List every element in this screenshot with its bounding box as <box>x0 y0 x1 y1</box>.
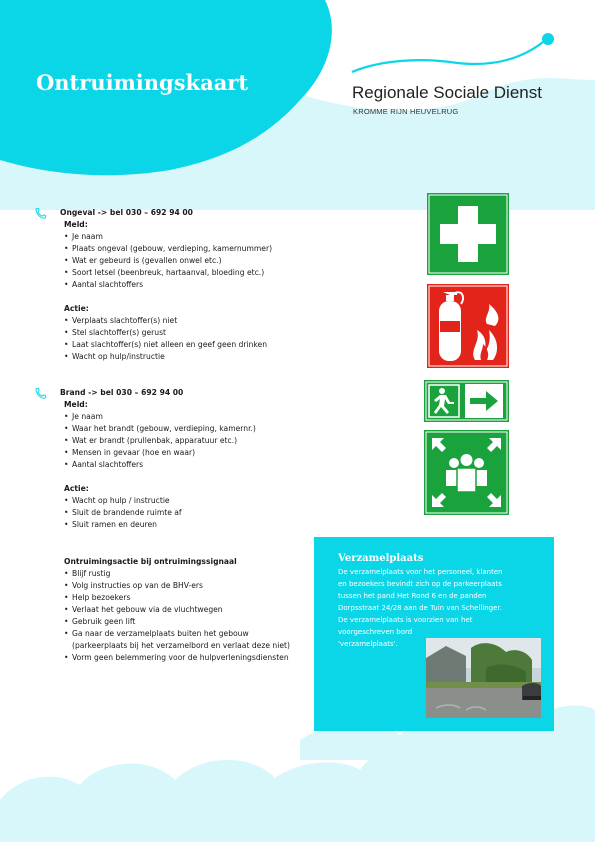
ongeval-meld-label: Meld: <box>64 220 88 229</box>
list-item: • Gebruik geen lift <box>64 616 354 628</box>
ongeval-heading: Ongeval -> bel 030 – 692 94 00 <box>60 208 193 217</box>
emergency-exit-sign-icon <box>424 380 509 422</box>
list-item: • Help bezoekers <box>64 592 354 604</box>
verzamelplaats-box <box>314 537 554 731</box>
ongeval-meld-list <box>64 231 326 291</box>
list-item: • Verplaats slachtoffer(s) niet <box>64 315 326 327</box>
list-item: • Wat er gebeurd is (gevallen onwel etc.) <box>64 255 326 267</box>
verzamelplaats-title: Verzamelplaats <box>338 553 424 564</box>
list-item: • Blijf rustig <box>64 568 354 580</box>
list-item: • Mensen in gevaar (hoe en waar) <box>64 447 326 459</box>
list-item: • Ga naar de verzamelplaats buiten het gebouw <box>64 628 354 640</box>
logo-subtitle: KROMME RIJN HEUVELRUG <box>353 107 459 116</box>
list-item: • Wacht op hulp/instructie <box>64 351 326 363</box>
logo-swoosh-icon <box>340 30 580 90</box>
list-item: • Plaats ongeval (gebouw, verdieping, kamernummer) <box>64 243 326 255</box>
verzamelplaats-line: De verzamelplaats voor het personeel, klanten <box>338 568 503 576</box>
list-item-continued: (parkeerplaats bij het verzamelbord en verlaat deze niet) <box>72 641 290 650</box>
list-item: • Sluit de brandende ruimte af <box>64 507 326 519</box>
logo <box>340 30 580 115</box>
phone-icon <box>34 207 48 219</box>
ongeval-actie-list <box>64 315 326 363</box>
brand-heading: Brand -> bel 030 – 692 94 00 <box>60 388 184 397</box>
list-item: • Verlaat het gebouw via de vluchtwegen <box>64 604 354 616</box>
verzamelplaats-line: 'verzamelplaats'. <box>338 640 398 648</box>
verzamelplaats-line: en bezoekers bevindt zich op de parkeerplaats <box>338 580 502 588</box>
list-item: • Laat slachtoffer(s) niet alleen en geef geen drinken <box>64 339 326 351</box>
list-item: • Stel slachtoffer(s) gerust <box>64 327 326 339</box>
list-item: • Sluit ramen en deuren <box>64 519 326 531</box>
brand-meld-list <box>64 411 326 471</box>
brand-meld-label: Meld: <box>64 400 88 409</box>
list-item: • Volg instructies op van de BHV-ers <box>64 580 354 592</box>
page-title: Ontruimingskaart <box>36 70 249 95</box>
list-item: • Aantal slachtoffers <box>64 279 326 291</box>
brand-actie-list <box>64 495 326 531</box>
ontruiming-heading: Ontruimingsactie bij ontruimingssignaal <box>64 557 237 566</box>
first-aid-sign-icon <box>427 193 509 275</box>
ontruiming-list <box>64 568 354 664</box>
logo-name: Regionale Sociale Dienst <box>352 83 542 102</box>
list-item: • Soort letsel (beenbreuk, hartaanval, bloeding etc.) <box>64 267 326 279</box>
brand-section <box>36 387 326 531</box>
verzamelplaats-line: Dorpsstraat 24/28 aan de Tuin van Schellinger. <box>338 604 502 612</box>
list-item: • Waar het brandt (gebouw, verdieping, kamernr.) <box>64 423 326 435</box>
ongeval-actie-label: Actie: <box>64 304 89 313</box>
phone-icon <box>34 387 48 399</box>
list-item: • Je naam <box>64 411 326 423</box>
list-item: • Je naam <box>64 231 326 243</box>
parking-lot-photo <box>426 638 541 718</box>
verzamelplaats-line: tussen het pand Het Rond 6 en de panden <box>338 592 487 600</box>
ongeval-section <box>36 207 326 363</box>
verzamelplaats-line: voorgeschreven bord <box>338 628 413 636</box>
assembly-point-sign-icon <box>424 430 509 515</box>
list-item: • Wacht op hulp / instructie <box>64 495 326 507</box>
verzamelplaats-line: De verzamelplaats is voorzien van het <box>338 616 473 624</box>
ontruiming-section <box>64 556 354 664</box>
brand-actie-label: Actie: <box>64 484 89 493</box>
fire-extinguisher-sign-icon <box>427 284 509 368</box>
list-item: • Aantal slachtoffers <box>64 459 326 471</box>
list-item: • Vorm geen belemmering voor de hulpverleningsdiensten <box>64 652 354 664</box>
list-item: • Wat er brandt (prullenbak, apparatuur etc.) <box>64 435 326 447</box>
